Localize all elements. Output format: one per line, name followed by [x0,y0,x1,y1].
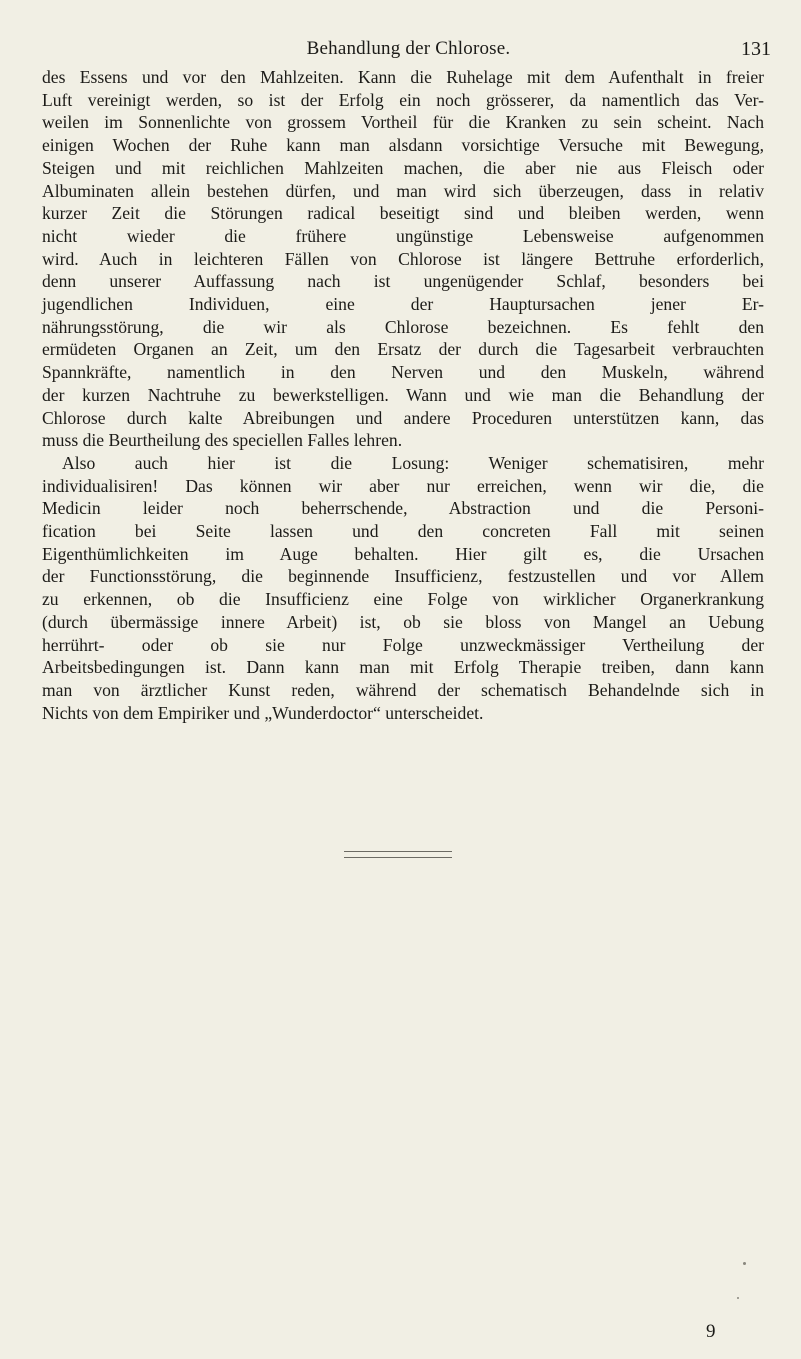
text-line: Nichts von dem Empiriker und „Wunderdoctor“ unterscheidet. [42,702,484,723]
page-header [44,38,773,64]
text-line: der kurzen Nachtruhe zu bewerkstelligen. Wann und wie man die Behandlung der [42,384,764,405]
text-line: kurzer Zeit die Störungen radical beseitigt sind und bleiben werden, wenn [42,203,764,224]
text-line: weilen im Sonnenlichte von grossem Vortheil für die Kranken zu sein scheint. Nach [42,112,764,133]
page-number: 131 [741,38,771,60]
text-line: Albuminaten allein bestehen dürfen, und man wird sich überzeugen, dass in relativ [42,180,764,201]
text-line: herrührt- oder ob sie nur Folge unzweckmässiger Vertheilung der [42,634,764,655]
body-text [42,66,764,724]
text-line: zu erkennen, ob die Insufficienz eine Folge von wirklicher Organerkrankung [42,589,764,610]
text-line: jugendlichen Individuen, eine der Hauptursachen jener Er- [42,294,764,315]
text-line: denn unserer Auffassung nach ist ungenügender Schlaf, besonders bei [42,271,764,292]
text-line: einigen Wochen der Ruhe kann man alsdann vorsichtige Versuche mit Bewegung, [42,135,764,156]
text-line: Chlorose durch kalte Abreibungen und andere Proceduren unterstützen kann, das [42,407,764,428]
section-rule [344,851,452,852]
text-line: Steigen und mit reichlichen Mahlzeiten machen, die aber nie aus Fleisch oder [42,157,764,178]
text-line: Arbeitsbedingungen ist. Dann kann man mit Erfolg Therapie treiben, dann kann [42,657,764,678]
print-speck [743,1262,746,1265]
text-line: ermüdeten Organen an Zeit, um den Ersatz der durch die Tagesarbeit verbrauchten [42,339,764,360]
text-line: der Functionsstörung, die beginnende Insufficienz, festzustellen und vor Allem [42,566,764,587]
text-line: Luft vereinigt werden, so ist der Erfolg ein noch grösserer, da namentlich das Ver- [42,89,764,110]
text-line: Also auch hier ist die Losung: Weniger schematisiren, mehr [62,452,764,473]
running-title: Behandlung der Chlorose. [306,38,511,59]
section-rule [344,857,452,858]
text-line: Medicin leider noch beherrschende, Abstraction und die Personi- [42,498,764,519]
text-line: wird. Auch in leichteren Fällen von Chlorose ist längere Bettruhe erforderlich, [42,248,764,269]
text-line: muss die Beurtheilung des speciellen Falles lehren. [42,430,403,451]
text-line: nicht wieder die frühere ungünstige Lebensweise aufgenommen [42,225,764,246]
text-line: fication bei Seite lassen und den concreten Fall mit seinen [42,521,764,542]
text-line: Spannkräfte, namentlich in den Nerven und den Muskeln, während [42,362,764,383]
signature-mark: 9 [706,1321,716,1342]
text-line: individualisiren! Das können wir aber nur erreichen, wenn wir die, die [42,475,764,496]
text-line: des Essens und vor den Mahlzeiten. Kann die Ruhelage mit dem Aufenthalt in freier [42,67,764,87]
text-line: nährungsstörung, die wir als Chlorose bezeichnen. Es fehlt den [42,316,764,337]
text-line: man von ärztlicher Kunst reden, während der schematisch Behandelnde sich in [42,679,764,700]
text-line: Eigenthümlichkeiten im Auge behalten. Hier gilt es, die Ursachen [42,543,764,564]
print-speck [737,1297,739,1299]
text-line: (durch übermässige innere Arbeit) ist, ob sie bloss von Mangel an Uebung [42,611,764,632]
